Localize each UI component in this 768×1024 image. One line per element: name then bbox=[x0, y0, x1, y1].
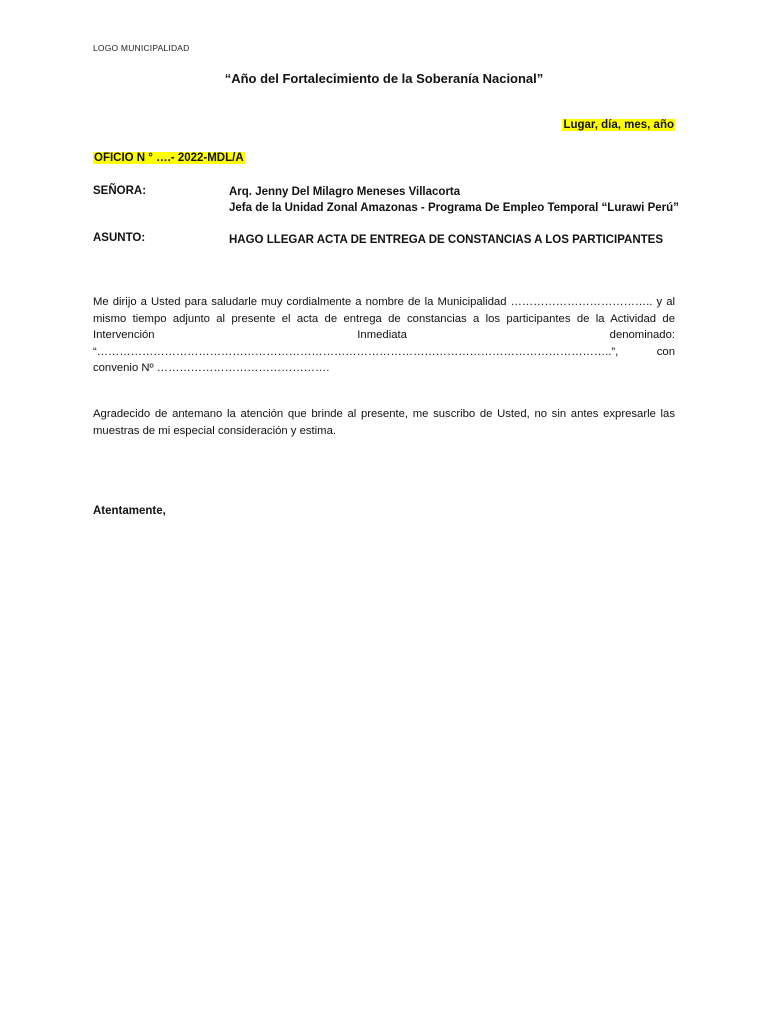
signoff: Atentamente, bbox=[93, 505, 166, 517]
body-paragraph-2: Agradecido de antemano la atención que brinde al presente, me suscribo de Usted, no sin antes expresarle las muestras de mi especial consideración y estima. bbox=[93, 408, 675, 437]
addressee-position: Jefa de la Unidad Zonal Amazonas - Programa De Empleo Temporal “Lurawi Perú” bbox=[229, 202, 679, 214]
addressee-block bbox=[229, 184, 679, 216]
place-date bbox=[562, 119, 675, 131]
year-title: “Año del Fortalecimiento de la Soberanía Nacional” bbox=[224, 71, 544, 86]
subject-text: HAGO LLEGAR ACTA DE ENTREGA DE CONSTANCIAS A LOS PARTICIPANTES bbox=[229, 234, 664, 246]
addressee-name: Arq. Jenny Del Milagro Meneses Villacorta bbox=[229, 186, 461, 198]
oficio-number-text: OFICIO N ° ….- 2022-MDL/A bbox=[94, 152, 244, 164]
subject-label: ASUNTO: bbox=[93, 232, 146, 244]
oficio-number bbox=[93, 152, 245, 164]
place-date-text: Lugar, día, mes, año bbox=[563, 119, 674, 131]
body-paragraph-1: Me dirijo a Usted para saludarle muy cordialmente a nombre de la Municipalidad ……………………………….. y al mismo tiempo adjunto al presente el acta de entrega de constancias a los participantes de la Actividad de Intervención Inmediata denominado: “………………………………………………………………………………………………………………………..”, con convenio Nº ………………………………………. bbox=[93, 296, 675, 374]
addressee-label: SEÑORA: bbox=[93, 185, 147, 197]
logo-placeholder: LOGO MUNICIPALIDAD bbox=[93, 43, 190, 53]
